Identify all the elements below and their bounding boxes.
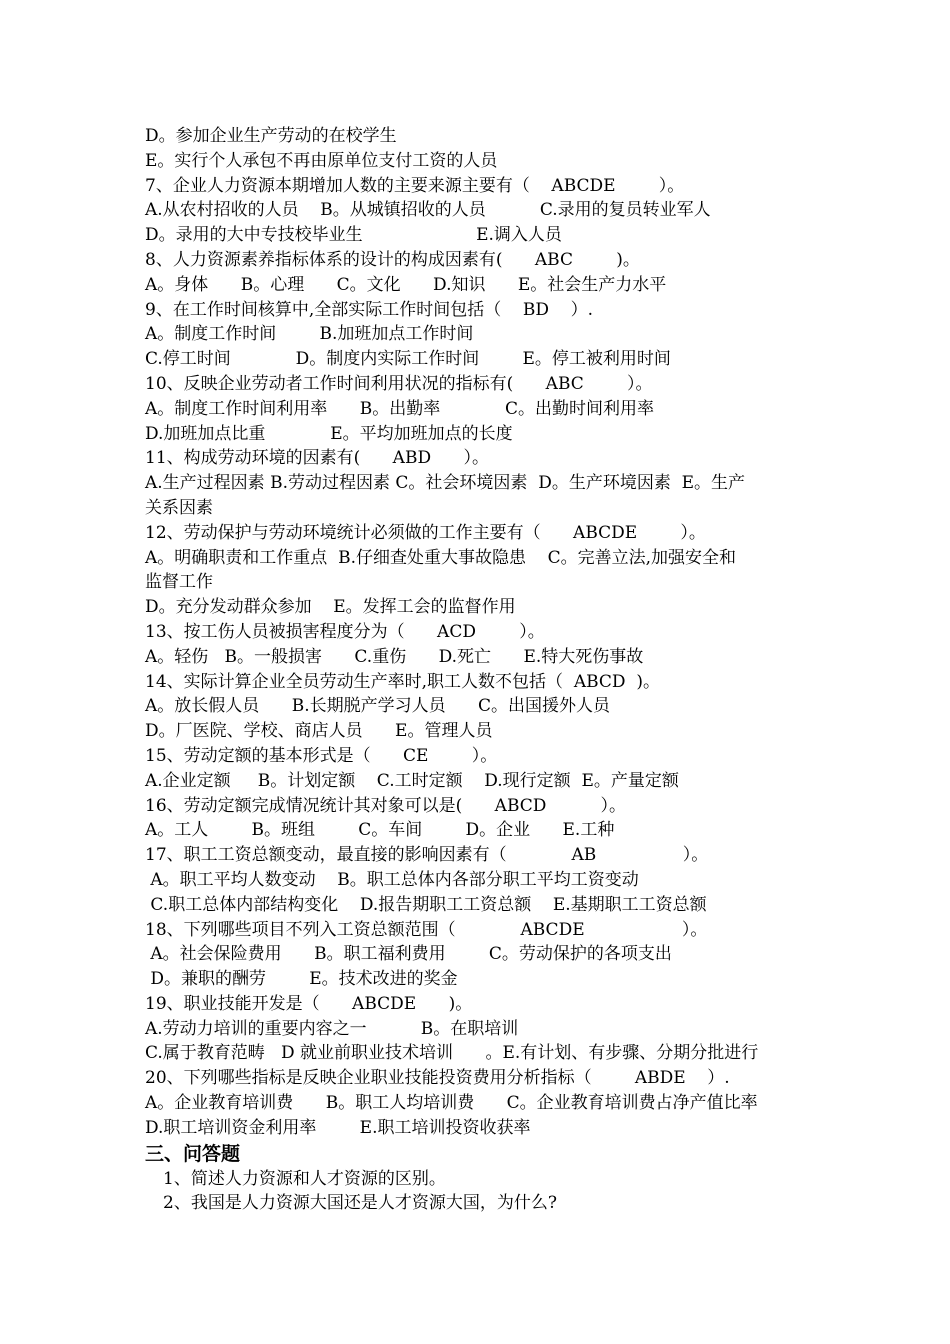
text-line: A。制度工作时间利用率 B。出勤率 C。出勤时间利用率 — [145, 398, 655, 419]
text-line: A。工人 B。班组 C。车间 D。企业 E.工种 — [145, 820, 615, 841]
text-line: 18、下列哪些项目不列入工资总额范围（ ABCDE ）。 — [145, 919, 708, 940]
text-line: A。社会保险费用 B。职工福利费用 C。劳动保护的各项支出 — [145, 944, 672, 965]
document-page — [145, 124, 815, 1216]
text-line: D。兼职的酬劳 E。技术改进的奖金 — [145, 969, 458, 990]
essay-question-2: 2、我国是人力资源大国还是人才资源大国，为什么? — [163, 1193, 557, 1214]
text-line: 9、在工作时间核算中,全部实际工作时间包括（ BD ）. — [145, 299, 593, 320]
text-line: D。参加企业生产劳动的在校学生 — [145, 126, 397, 146]
text-line: 14、实际计算企业全员劳动生产率时,职工人数不包括（ ABCD )。 — [145, 671, 661, 692]
essay-question-1: 1、简述人力资源和人才资源的区别。 — [163, 1168, 446, 1189]
text-line: A。企业教育培训费 B。职工人均培训费 C。企业教育培训费占净产值比率 — [145, 1093, 758, 1114]
text-line: 15、劳动定额的基本形式是（ CE ）。 — [145, 745, 498, 766]
text-line: 20、下列哪些指标是反映企业职业技能投资费用分析指标（ ABDE ）. — [145, 1068, 730, 1089]
text-line: C.停工时间 D。制度内实际工作时间 E。停工被利用时间 — [145, 349, 671, 370]
text-line: 19、职业技能开发是（ ABCDE )。 — [145, 993, 473, 1014]
text-line: D。厂医院、学校、商店人员 E。管理人员 — [145, 721, 493, 742]
text-line: A.从农村招收的人员 B。从城镇招收的人员 C.录用的复员转业军人 — [145, 200, 711, 221]
text-line: D.职工培训资金利用率 E.职工培训投资收获率 — [145, 1117, 531, 1138]
text-line: D。充分发动群众参加 E。发挥工会的监督作用 — [145, 597, 516, 618]
text-line: 17、职工工资总额变动，最直接的影响因素有（ AB ）。 — [145, 845, 709, 866]
text-line: A。明确职责和工作重点 B.仔细查处重大事故隐患 C。完善立法,加强安全和 — [145, 547, 737, 568]
text-line: A.生产过程因素 B.劳动过程因素 C。社会环境因素 D。生产环境因素 E。生产 — [145, 473, 746, 494]
section-title: 三、问答题 — [145, 1142, 241, 1165]
text-line: 10、反映企业劳动者工作时间利用状况的指标有( ABC ）。 — [145, 373, 653, 394]
text-line: A。制度工作时间 B.加班加点工作时间 — [145, 324, 474, 345]
question-list — [145, 124, 815, 1141]
text-line: 12、劳动保护与劳动环境统计必须做的工作主要有（ ABCDE ）。 — [145, 522, 706, 543]
text-line: C.职工总体内部结构变化 D.报告期职工工资总额 E.基期职工工资总额 — [145, 894, 707, 915]
text-line: 16、劳动定额完成情况统计其对象可以是( ABCD ）。 — [145, 795, 626, 816]
text-line: A。职工平均人数变动 B。职工总体内各部分职工平均工资变动 — [145, 869, 639, 890]
text-line: 监督工作 — [145, 572, 213, 593]
text-line: 8、人力资源素养指标体系的设计的构成因素有( ABC )。 — [145, 249, 640, 270]
text-line: 7、企业人力资源本期增加人数的主要来源主要有（ ABCDE ）。 — [145, 175, 685, 196]
text-line: A。身体 B。心理 C。文化 D.知识 E。社会生产力水平 — [145, 274, 667, 295]
text-line: A.劳动力培训的重要内容之一 B。在职培训 — [145, 1018, 519, 1039]
text-line: A。轻伤 B。一般损害 C.重伤 D.死亡 E.特大死伤事故 — [145, 646, 644, 667]
text-line: E。实行个人承包不再由原单位支付工资的人员 — [145, 150, 498, 171]
text-line: D.加班加点比重 E。平均加班加点的长度 — [145, 423, 513, 444]
text-line: 11、构成劳动环境的因素有( ABD ）。 — [145, 448, 490, 469]
text-line: D。录用的大中专技校毕业生 E.调入人员 — [145, 225, 562, 246]
text-line: C.属于教育范畴 D 就业前职业技术培训 。E.有计划、有步骤、分期分批进行 — [145, 1043, 759, 1064]
text-line: 关系因素 — [145, 497, 213, 518]
text-line: A。放长假人员 B.长期脱产学习人员 C。出国援外人员 — [145, 696, 611, 717]
text-line: 13、按工伤人员被损害程度分为（ ACD ）。 — [145, 621, 545, 642]
text-line: A.企业定额 B。计划定额 C.工时定额 D.现行定额 E。产量定额 — [145, 770, 679, 791]
